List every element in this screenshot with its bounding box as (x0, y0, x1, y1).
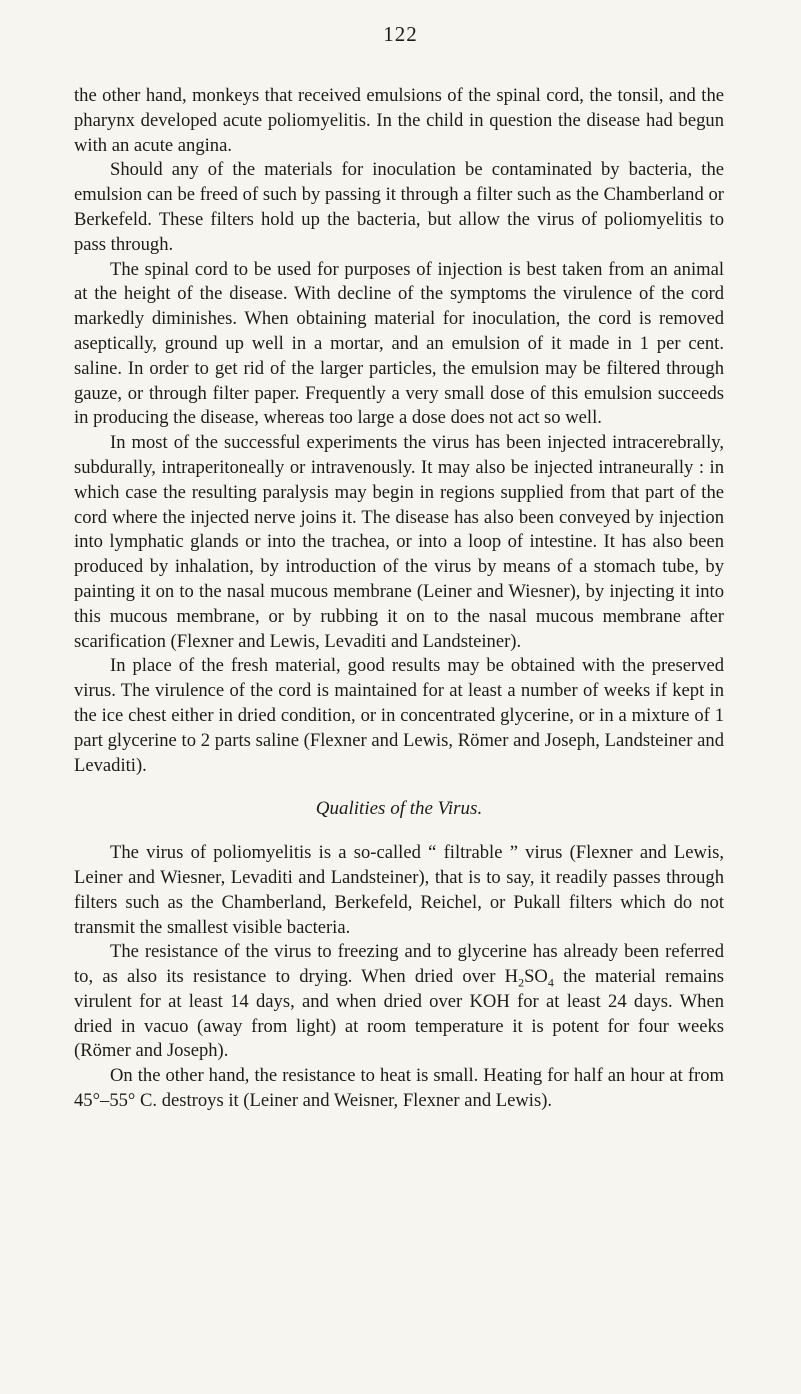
paragraph-injection-routes: In most of the successful experiments the virus has been injected intracerebrally, subdurally, intraperitoneally or intravenously. It may also be injected intraneurally : in which case the resulting paralysis may begin in regions supplied from that part of the cord where the injected nerve joins it. The disease has also been conveyed by injection into lymphatic glands or into the trachea, or into a loop of intestine. It has also been produced by inhalation, by introduction of the virus by means of a stomach tube, by painting it on to the nasal mucous membrane (Leiner and Wiesner), by injecting it into this mucous membrane, or by rubbing it on to the nasal mucous membrane after scarification (Flexner and Lewis, Levaditi and Landsteiner). (74, 432, 724, 652)
formula-so: SO (524, 966, 548, 988)
paragraph-resistance (74, 940, 724, 1064)
page-number: 122 (383, 22, 418, 46)
paragraph-preserved-virus: In place of the fresh material, good results may be obtained with the preserved virus. The virulence of the cord is maintained for at least a number of weeks if kept in the ice chest either in dried condition, or in concentrated glycerine, or in a mixture of 1 part glycerine to 2 parts saline (Flexner and Lewis, Römer and Joseph, Landsteiner and Levaditi). (74, 655, 724, 776)
body-text (74, 84, 724, 1114)
paragraph-spinal-cord: The spinal cord to be used for purposes of injection is best taken from an animal at the height of the disease. With decline of the symptoms the virulence of the cord markedly diminishes. When obtaining material for inoculation, the cord is removed aseptically, ground up well in a mortar, and an emulsion of it made in 1 per cent. saline. In order to get rid of the larger particles, the emulsion may be filtered through gauze, or through filter paper. Frequently a very small dose of this emulsion succeeds in producing the disease, whereas too large a dose does not act so well. (74, 258, 724, 429)
section-heading: Qualities of the Virus. (315, 798, 483, 820)
formula-so-subscript: 4 (547, 975, 554, 990)
paragraph-continuation: the other hand, monkeys that received emulsions of the spinal cord, the tonsil, and the pharynx developed acute poliomyelitis. In the child in question the disease had begun with an acute angina. (74, 85, 724, 156)
paragraph-filtrable-virus: The virus of poliomyelitis is a so-called “ filtrable ” virus (Flexner and Lewis, Leiner and Wiesner, Levaditi and Landsteiner), that is to say, it readily passes through filters such as the Chamberland, Berkefeld, Reichel, or Pukall filters which do not transmit the smallest visible bacteria. (74, 842, 724, 938)
formula-h: H (504, 966, 519, 988)
paragraph-filtration: Should any of the materials for inoculation be contaminated by bacteria, the emulsion can be freed of such by passing it through a filter such as the Chamberland or Berkefeld. These filters hold up the bacteria, but allow the virus of poliomyelitis to pass through. (74, 159, 724, 255)
resistance-text-after: the material remains virulent for at least 14 days, and when dried over KOH for at least 24 days. When dried in vacuo (away from light) at room temperature it is potent for four weeks (Römer and Joseph). (74, 966, 724, 1062)
formula-h-subscript: 2 (518, 975, 525, 990)
paragraph-heat-resistance: On the other hand, the resistance to heat is small. Heating for half an hour at from 45°–55° C. destroys it (Leiner and Weisner, Flexner and Lewis). (74, 1065, 724, 1112)
resistance-text-before: The resistance of the virus to freezing and to glycerine has already been referred to, as also its resistance to drying. When dried over (74, 941, 724, 988)
